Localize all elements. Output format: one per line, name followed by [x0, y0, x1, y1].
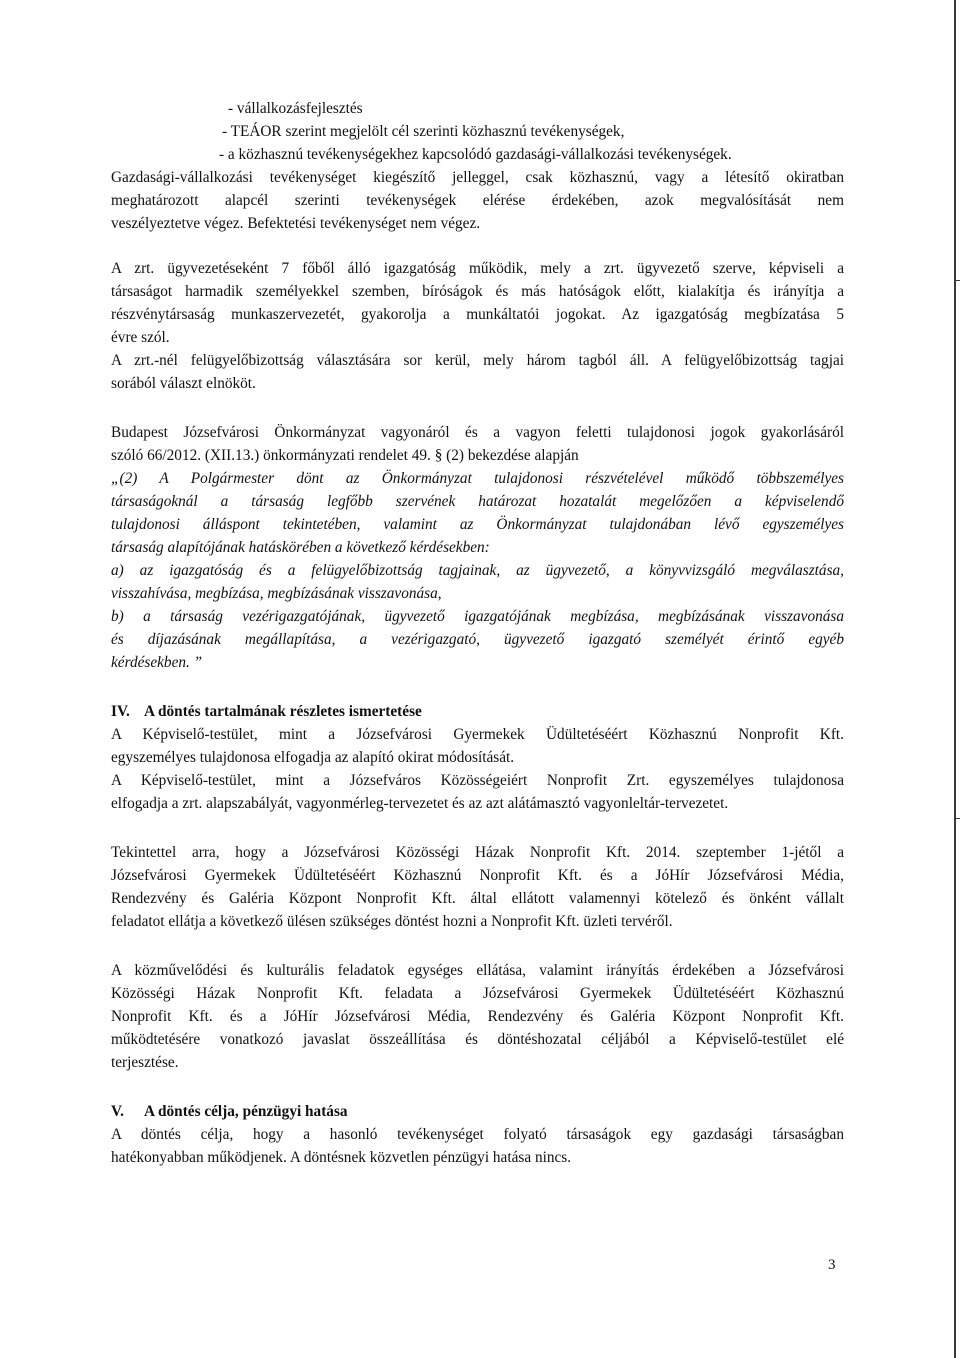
- section-v: [111, 1100, 844, 1169]
- text-line: A zrt.-nél felügyelőbizottság választására sor kerül, mely három tagból áll. A felügyelőbizottság tagjai: [111, 352, 844, 369]
- text-line: Józsefvárosi Gyermekek Üdültetéséért Közhasznú Nonprofit Kft. és a JóHír Józsefvárosi Média,: [111, 867, 844, 884]
- text-line: társaság alapítójának hatáskörében a következő kérdésekben:: [111, 539, 490, 556]
- page-number: 3: [828, 1257, 836, 1273]
- text-line: Rendezvény és Galéria Központ Nonprofit Kft. által ellátott valamennyi kötelező és önként vállalt: [111, 890, 844, 907]
- text-line: egyszemélyes tulajdonosa elfogadja az alapító okirat módosítását.: [111, 749, 515, 766]
- text-line: működtetésére vonatkozó javaslat összeállítása és döntéshozatal céljából a Képviselő-testület elé: [111, 1031, 844, 1048]
- bullet-item: - a közhasznú tevékenységekhez kapcsolódó gazdasági-vállalkozási tevékenységek.: [219, 146, 732, 163]
- bullet-item: - TEÁOR szerint megjelölt cél szerinti közhasznú tevékenységek,: [222, 123, 625, 140]
- text-line: A Képviselő-testület, mint a Józsefvárosi Gyermekek Üdültetéséért Közhasznú Nonprofit Kft.: [111, 726, 844, 743]
- text-line: Gazdasági-vállalkozási tevékenységet kiegészítő jelleggel, csak közhasznú, vagy a létesítő okiratban: [111, 169, 844, 186]
- text-line: A közművelődési és kulturális feladatok egységes ellátása, valamint irányítás érdekében a Józsefvárosi: [111, 962, 844, 979]
- text-line: sorából választ elnököt.: [111, 375, 256, 392]
- text-line: Nonprofit Kft. és a JóHír Józsefvárosi Média, Rendezvény és Galéria Központ Nonprofit Kft.: [111, 1008, 844, 1025]
- text-line: visszahívása, megbízása, megbízásának visszavonása,: [111, 585, 442, 602]
- section-title: A döntés célja, pénzügyi hatása: [144, 1103, 348, 1120]
- text-line: feladatot ellátja a következő ülésen szükséges döntést hozni a Nonprofit Kft. üzleti tervéről.: [111, 913, 673, 930]
- text-line: veszélyeztetve végez. Befektetési tevékenységet nem végez.: [111, 215, 481, 232]
- text-line: terjesztése.: [111, 1054, 179, 1071]
- paragraph-activity: [111, 166, 844, 235]
- text-line: meghatározott alapcél szerinti tevékenységek elérése érdekében, azok megvalósítását nem: [111, 192, 844, 209]
- scan-edge: [954, 0, 956, 1358]
- paragraph-regulation: [111, 421, 844, 467]
- text-line: Tekintettel arra, hogy a Józsefvárosi Közösségi Házak Nonprofit Kft. 2014. szeptember 1-jétől a: [111, 844, 844, 861]
- bullet-item: - vállalkozásfejlesztés: [228, 100, 363, 117]
- section-title: A döntés tartalmának részletes ismertetése: [144, 703, 422, 720]
- text-line: a) az igazgatóság és a felügyelőbizottság tagjainak, az ügyvezető, a könyvvizsgáló megválasztása,: [111, 562, 844, 579]
- text-line: hatékonyabban működjenek. A döntésnek közvetlen pénzügyi hatása nincs.: [111, 1149, 572, 1166]
- text-line: Budapest Józsefvárosi Önkormányzat vagyonáról és a vagyon feletti tulajdonosi jogok gyakorlásáról: [111, 424, 844, 441]
- quoted-regulation: [111, 467, 844, 674]
- paragraph-board: [111, 257, 844, 395]
- text-line: A Képviselő-testület, mint a Józsefváros Közösségeiért Nonprofit Zrt. egyszemélyes tulajdonosa: [111, 772, 844, 789]
- text-line: b) a társaság vezérigazgatójának, ügyvezető igazgatójának megbízása, megbízásának visszavonása: [111, 608, 844, 625]
- text-line: társaságot harmadik személyekkel szemben, bíróságok és más hatóságok előtt, kialakítja és irányítja a: [111, 283, 844, 300]
- text-line: kérdésekben. ”: [111, 654, 203, 671]
- text-line: Közösségi Házak Nonprofit Kft. feladata a Józsefvárosi Gyermekek Üdültetéséért Közhasznú: [111, 985, 844, 1002]
- text-line: „(2) A Polgármester dönt az Önkormányzat tulajdonosi részvételével működő többszemélyes: [111, 470, 844, 487]
- text-line: A zrt. ügyvezetéseként 7 főből álló igazgatóság működik, mely a zrt. ügyvezető szerve, képviseli a: [111, 260, 844, 277]
- section-heading: [111, 1100, 844, 1123]
- text-line: évre szól.: [111, 329, 170, 346]
- text-line: és díjazásának megállapítása, a vezérigazgató, ügyvezető igazgató személyét érintő egyéb: [111, 631, 844, 648]
- bullet-list: [111, 97, 844, 166]
- text-line: elfogadja a zrt. alapszabályát, vagyonmérleg-tervezetet és az azt alátámasztó vagyonleltár-tervezetet.: [111, 795, 729, 812]
- scan-tick: [954, 818, 960, 819]
- text-line: A döntés célja, hogy a hasonló tevékenységet folyató társaságok egy gazdasági társaságban: [111, 1126, 844, 1143]
- section-heading: [111, 700, 844, 723]
- section-number: V.: [111, 1103, 124, 1120]
- scan-tick: [954, 280, 960, 281]
- text-line: társaságoknál a társaság legfőbb szervének határozat hozatalát megelőzően a képviselendő: [111, 493, 844, 510]
- text-line: tulajdonosi álláspont tekintetében, valamint az Önkormányzat tulajdonában lévő egyszemélyes: [111, 516, 844, 533]
- text-line: szóló 66/2012. (XII.13.) önkormányzati rendelet 49. § (2) bekezdése alapján: [111, 447, 579, 464]
- section-number: IV.: [111, 703, 130, 720]
- text-line: részvénytársaság munkaszervezetét, gyakorolja a munkáltatói jogokat. Az igazgatóság megbízatása 5: [111, 306, 844, 323]
- document-body: [111, 97, 844, 1169]
- section-iv: [111, 700, 844, 1074]
